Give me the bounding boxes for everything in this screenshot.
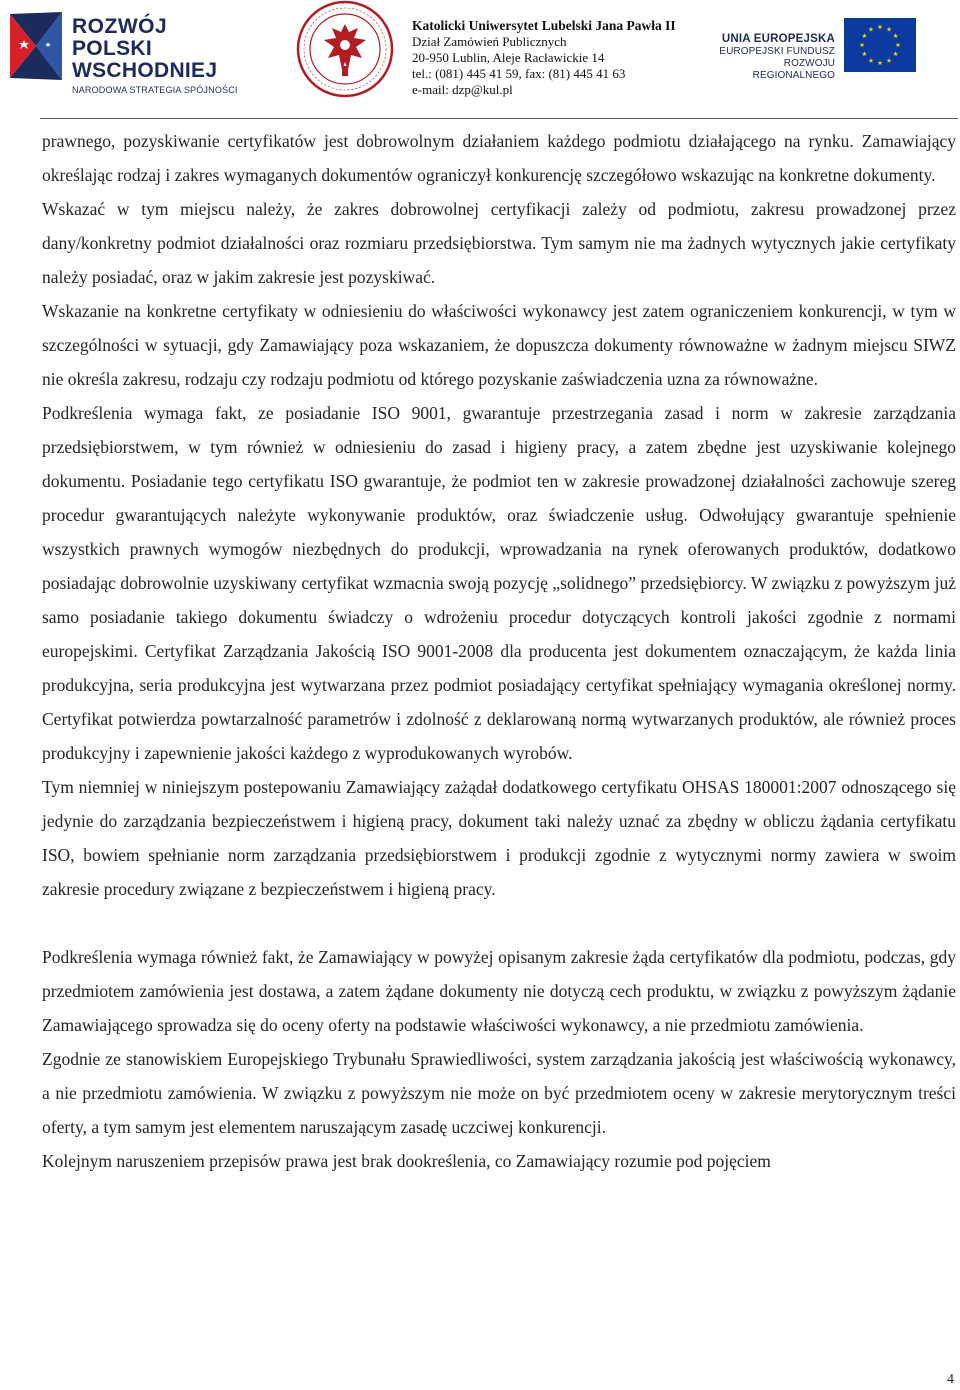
paragraph: prawnego, pozyskiwanie certyfikatów jest dobrowolnym działaniem każdego podmiotu działającego na rynku. Zamawiający określając rodzaj i zakres wymaganych dokumentów ograniczył konkurencję szczegółowo wskazując na konkretne dokumenty. xyxy=(42,131,956,185)
university-address-block xyxy=(412,18,676,98)
rpw-logo-line3: NARODOWA STRATEGIA SPÓJNOŚCI xyxy=(72,85,238,95)
rpw-logo-line2: POLSKI WSCHODNIEJ xyxy=(72,37,218,82)
paragraph: Wskazanie na konkretne certyfikaty w odniesieniu do właściwości wykonawcy jest zatem ograniczeniem konkurencji, w tym w szczególności w sytuacji, gdy Zamawiający poza wskazaniem, że dopuszcza dokumenty równoważne w żadnym miejscu SIWZ nie określa zakresu, rodzaju czy rodzaju podmiotu od którego pozyskanie zaświadczenia uzna za równoważne. xyxy=(42,301,956,389)
university-name: Katolicki Uniwersytet Lubelski Jana Pawła II xyxy=(412,18,676,33)
eu-flag-icon xyxy=(844,18,916,72)
university-email[interactable]: e-mail: dzp@kul.pl xyxy=(412,82,513,97)
rpw-flag-icon xyxy=(10,12,62,80)
eu-logo-line1: UNIA EUROPEJSKA xyxy=(721,33,835,45)
paragraph: Zgodnie ze stanowiskiem Europejskiego Trybunału Sprawiedliwości, system zarządzania jakością jest właściwością wykonawcy, a nie przedmiotu zamówienia. W związku z powyższym nie może on być przedmiotem oceny w zakresie merytorycznym treści oferty, a tym samym jest elementem naruszającym zasadę uczciwej konkurencji. xyxy=(42,1049,956,1137)
document-body xyxy=(42,124,956,1178)
page-number: 4 xyxy=(947,1372,954,1387)
rpw-logo-line1: ROZWÓJ xyxy=(72,15,168,38)
header-divider xyxy=(40,118,958,119)
paragraph: Tym niemniej w niniejszym postepowaniu Zamawiający zażądał dodatkowego certyfikatu OHSAS 180001:2007 odnoszącego się jedynie do zarządzania bezpieczeństwem i higieną pracy, dokument taki należy uznać za zbędny w obliczu żądania certyfikatu ISO, bowiem spełnianie norm zarządzania przedsiębiorstwem i produkcji zgodnie z wytycznymi normy zawiera w swoim zakresie procedury związane z bezpieczeństwem i higieną pracy. xyxy=(42,777,956,899)
paragraph: Kolejnym naruszeniem przepisów prawa jest brak dookreślenia, co Zamawiający rozumie pod pojęciem xyxy=(42,1151,771,1171)
paragraph: Podkreślenia wymaga fakt, ze posiadanie ISO 9001, gwarantuje przestrzegania zasad i norm w zakresie zarządzania przedsiębiorstwem, w tym również w odniesieniu do zasad i higieny pracy, a zatem zbędne jest uzyskiwanie kolejnego dokumentu. Posiadanie tego certyfikatu ISO gwarantuje, że podmiot ten w zakresie prowadzonej działalności zachowuje szereg procedur gwarantujących należyte wykonywanie produktów, oraz świadczenie usług. Odwołujący gwarantuje spełnienie wszystkich prawnych wymogów niezbędnych do produkcji, wprowadzania na rynek oferowanych produktów, dodatkowo posiadając dobrowolnie uzyskiwany certyfikat wzmacnia swoją pozycję „solidnego” przedsiębiorcy. W związku z powyższym już samo posiadanie takiego dokumentu świadczy o wdrożeniu procedur dotyczących kontroli jakości zgodnie z normami europejskimi. Certyfikat Zarządzania Jakością ISO 9001-2008 dla producenta jest dokumentem oznaczającym, że każda linia produkcyjna, seria produkcyjna jest wytwarzana przez podmiot posiadający certyfikat spełniający wymagania określonej normy. Certyfikat potwierdza powtarzalność parametrów i zdolność z deklarowaną normą wytwarzanych produktów, ale również proces produkcyjny i zapewnienie jakości każdego z wyprodukowanych wyrobów. xyxy=(42,403,956,763)
university-phone: tel.: (081) 445 41 59, fax: (81) 445 41 63 xyxy=(412,66,626,81)
department-name: Dział Zamówień Publicznych xyxy=(412,34,567,49)
eu-logo-line2: EUROPEJSKI FUNDUSZ xyxy=(719,46,835,57)
page-header xyxy=(0,0,960,118)
university-seal-icon xyxy=(296,0,394,98)
paragraph: Podkreślenia wymaga również fakt, że Zamawiający w powyżej opisanym zakresie żąda certyfikatów dla podmiotu, podczas, gdy przedmiotem zamówienia jest dostawa, a zatem żądane dokumenty nie dotyczą cech produktu, w związku z powyższym żądanie Zamawiającego sprowadza się do oceny oferty na podstawie właściwości wykonawcy, a nie przedmiotu zamówienia. xyxy=(42,947,956,1035)
eu-logo-line3: ROZWOJU REGIONALNEGO xyxy=(752,58,835,81)
paragraph: Wskazać w tym miejscu należy, że zakres dobrowolnej certyfikacji zależy od podmiotu, zakresu prowadzonej przez dany/konkretny podmiot działalności oraz rozmiaru przedsiębiorstwa. Tym samym nie ma żadnych wytycznych jakie certyfikaty należy posiadać, oraz w jakim zakresie jest pozyskiwać. xyxy=(42,199,956,287)
rozwoj-polski-wschodniej-logo xyxy=(10,12,270,95)
eu-logo-text xyxy=(712,33,835,82)
university-address: 20-950 Lublin, Aleje Racławickie 14 xyxy=(412,50,605,65)
